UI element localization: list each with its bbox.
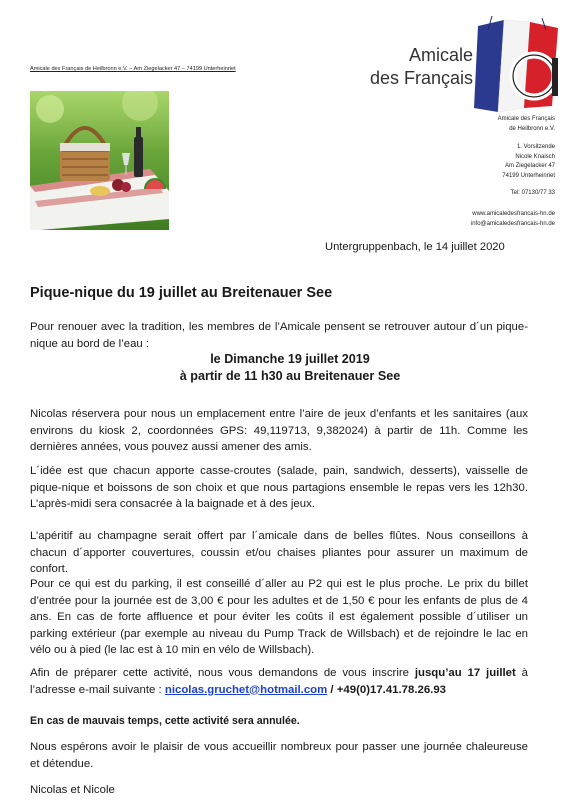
president-line: Nicole Knaisch <box>515 153 555 160</box>
logo-wordmark <box>370 44 473 90</box>
food-paragraph: L´idée est que chacun apporte casse-croutes (salade, pain, sandwich, desserts), vaisselle de pique-nique et boissons de son choix et que nous partagions ensemble le repas vers les 12h30. L’après-midi sera consacrée à la baignade et à des jeux. <box>30 465 528 510</box>
registration-deadline: jusqu’au 17 juillet <box>414 667 516 679</box>
reservation-paragraph: Nicolas réservera pour nous un emplacement entre l’aire de jeux d’enfants et les sanitaires (aux environs du kiosk 2, coordonnées GPS: 49,119713, 9,382024) à partir de 11h. Comme les dernières années, vous pouvez aussi amener des amis. <box>30 408 528 453</box>
intro-paragraph: Pour renouer avec la tradition, les membres de l’Amicale pensent se retrouver autour d´un pique-nique au bord de l’eau : <box>30 321 528 350</box>
signature: Nicolas et Nicole <box>30 784 115 796</box>
picnic-photo <box>30 91 169 230</box>
association-name-line: de Heilbronn e.V. <box>509 125 555 132</box>
registration-text: Afin de préparer cette activité, nous vous demandons de vous inscrire <box>30 667 415 679</box>
registration-email-link[interactable]: nicolas.gruchet@hotmail.com <box>164 683 328 696</box>
letter-title: Pique-nique du 19 juillet au Breitenauer See <box>30 285 333 301</box>
event-time-place-line: à partir de 11 h30 au Breitenauer See <box>179 369 401 383</box>
closing-paragraph: Nous espérons avoir le plaisir de vous accueillir nombreux pour passer une journée chaleureuse et détendue. <box>30 741 528 770</box>
registration-text-mid: à l’adresse e-mail suivante : <box>30 667 529 696</box>
contact-email-link[interactable]: info@amicaledesfrancais-hn.de <box>470 220 555 227</box>
president-line: 74199 Unterheinriet <box>502 172 555 179</box>
association-name-block <box>498 115 555 134</box>
registration-phone: / +49(0)17.41.78.26.93 <box>327 683 446 696</box>
president-address-block <box>502 143 555 181</box>
registration-paragraph <box>30 665 528 698</box>
logo-line-amicale: Amicale <box>408 45 473 65</box>
web-contact-block <box>471 210 555 229</box>
parking-paragraph: Pour ce qui est du parking, il est conseillé d´aller au P2 qui est le plus proche. Le prix du billet d’entrée pour la journée est de 3,00 € pour les adultes et de 1,50 € pour les enfants de plus de 4 ans. En cas de forte affluence et pour éviter les coûts il est également possible d´utiliser un parking extérieur (par exemple au niveau du Pump Track de Willsbach) et de rejoindre le lac en vélo ou à pied (le lac est à 10 min en vélo de Willsbach). <box>30 578 528 656</box>
president-line: Am Ziegelacker 47 <box>504 163 555 170</box>
event-date-block <box>30 351 550 385</box>
website-link[interactable]: www.amicaledesfrancais-hn.de <box>472 211 555 217</box>
event-date-line: le Dimanche 19 juillet 2019 <box>210 352 370 366</box>
letter-date: Untergruppenbach, le 14 juillet 2020 <box>325 241 505 253</box>
bad-weather-notice: En cas de mauvais temps, cette activité sera annulée. <box>30 715 300 727</box>
logo-flag-icon <box>472 16 562 114</box>
sender-address-line: Amicale des Français de Heilbronn e.V. – Am Ziegelacker 47 – 74199 Unterheinriet <box>30 66 236 72</box>
aperitif-paragraph: L’apéritif au champagne serait offert par l´amicale dans de belles flûtes. Nous conseillons à chacun d´apporter couvertures, coussin et/ou chaises pliantes pour assurer un maximum de confort. <box>30 530 528 575</box>
logo-line-des-francais: des Français <box>369 68 473 88</box>
association-name-line: Amicale des Français <box>497 116 555 122</box>
phone-line: Tel: 07130/77 33 <box>510 190 555 196</box>
president-line: 1. Vorsitzende <box>516 144 555 150</box>
